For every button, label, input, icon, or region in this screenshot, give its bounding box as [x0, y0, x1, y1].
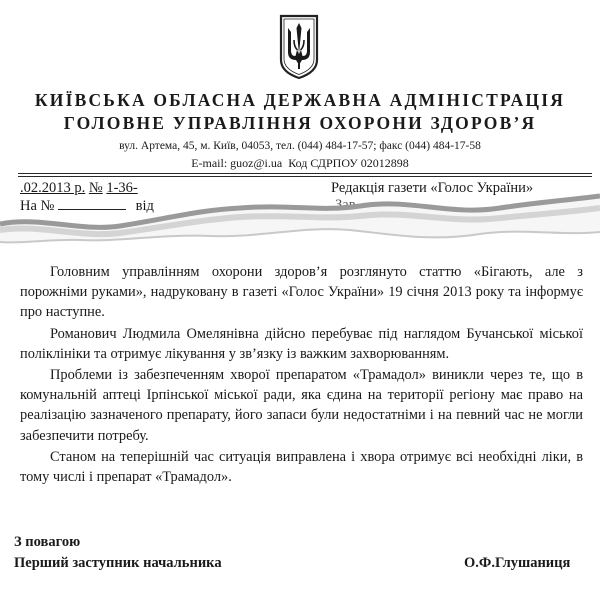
- signatory-name: О.Ф.Глушаниця: [464, 555, 571, 571]
- recipient-line-2: Зав: [335, 197, 356, 213]
- paragraph-4: Станом на теперішній час ситуація виправлена і хвора отримує всі необхідні ліки, в тому числі і препарат «Трамадол».: [20, 448, 583, 486]
- letter-date: .02.2013 р.: [20, 180, 86, 196]
- trident-coat-of-arms-icon: [279, 14, 319, 80]
- letter-body: [20, 262, 583, 488]
- number-label: №: [88, 180, 103, 196]
- paragraph-3: Проблеми із забезпеченням хворої препаратом «Трамадол» виникли через те, що в комунальній аптеці Ірпінської міської ради, яка єдина на території регіону має право на реалізацію зазначеного препарату, його запаси були недостатніми і на певний час не могли забезпечити потребу.: [20, 367, 583, 444]
- address-line: вул. Артема, 45, м. Київ, 04053, тел. (044) 484-17-57; факс (044) 484-17-58: [119, 140, 481, 152]
- paragraph-1: Головним управлінням охорони здоров’я розглянуто статтю «Бігають, але з порожніми руками», надруковану в газеті «Голос України» 19 січня 2013 року та інформує про наступне.: [20, 264, 583, 321]
- letter-number: 1-36-: [106, 180, 138, 196]
- contact-line: [0, 156, 600, 171]
- organization-name: КИЇВСЬКА ОБЛАСНА ДЕРЖАВНА АДМІНІСТРАЦІЯ: [34, 90, 566, 110]
- redaction-tear: [0, 186, 600, 256]
- reply-label: На №: [20, 198, 55, 214]
- closing-phrase: З повагою: [14, 534, 81, 550]
- edrpou-code: Код СДРПОУ 02012898: [288, 156, 409, 170]
- recipient: Редакція газети «Голос України»: [331, 180, 534, 196]
- header-rule-secondary: [18, 176, 592, 177]
- email-text: E-mail: guoz@i.ua: [191, 156, 283, 170]
- paragraph-2: Романович Людмила Омелянівна дійсно перебуває під наглядом Бучанської міської поліклініки та отримує лікування у зв’язку із важким захворюванням.: [20, 325, 583, 362]
- from-label: від: [135, 198, 154, 214]
- signatory-position: Перший заступник начальника: [14, 555, 222, 571]
- department-name: ГОЛОВНЕ УПРАВЛІННЯ ОХОРОНИ ЗДОРОВ’Я: [63, 113, 537, 133]
- header-rule: [18, 173, 592, 174]
